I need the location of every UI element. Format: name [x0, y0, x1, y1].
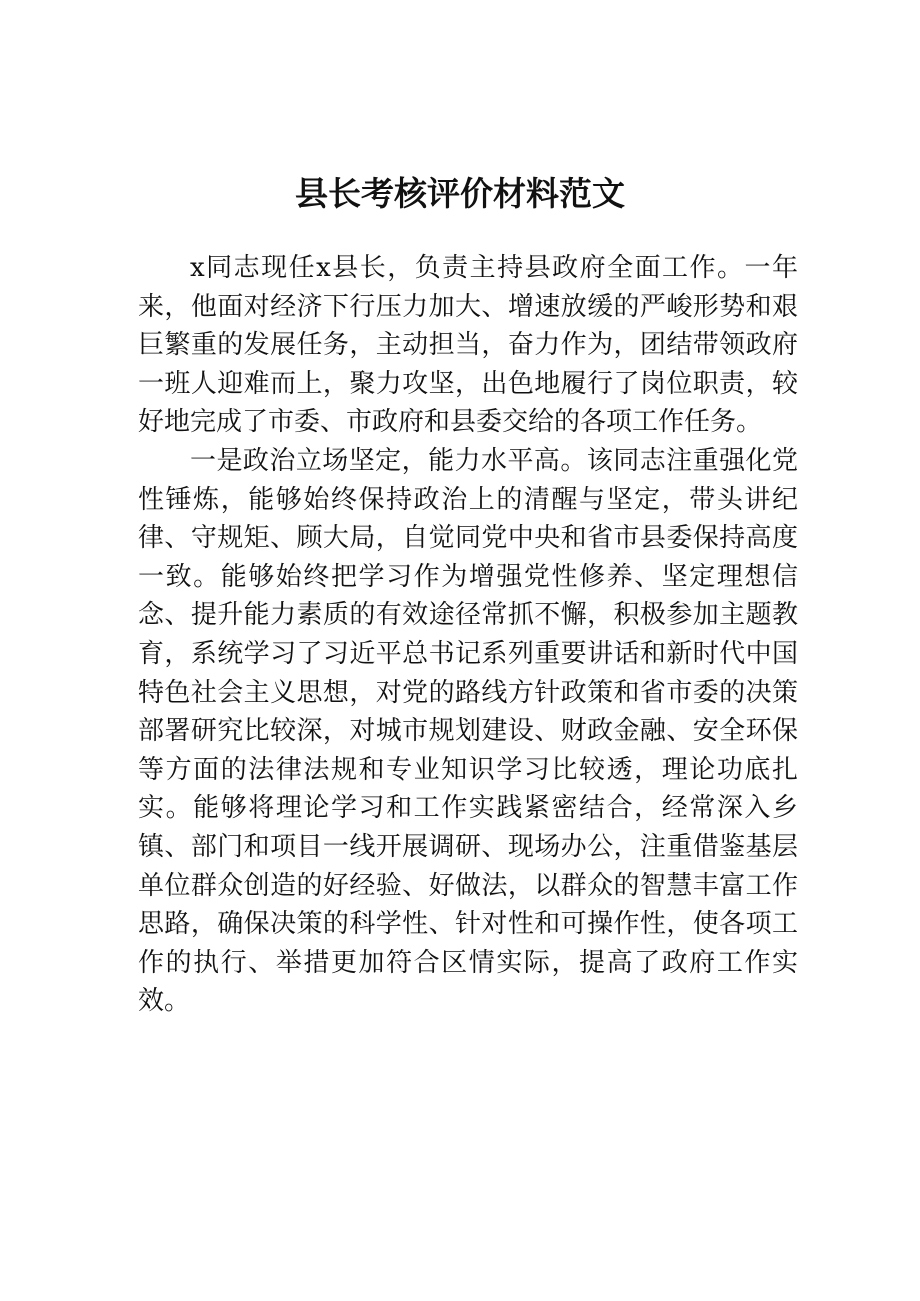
document-title: 县长考核评价材料范文	[295, 174, 625, 213]
paragraph-political-stance: 一是政治立场坚定，能力水平高。该同志注重强化党性锤炼，能够始终保持政治上的清醒与坚定，带头讲纪律、守规矩、顾大局，自觉同党中央和省市县委保持高度一致。能够始终把学习作为增强党性修养、坚定理想信念、提升能力素质的有效途径常抓不懈，积极参加主题教育，系统学习了习近平总书记系列重要讲话和新时代中国特色社会主义思想，对党的路线方针政策和省市委的决策部署研究比较深，对城市规划建设、财政金融、安全环保等方面的法律法规和专业知识学习比较透，理论功底扎实。能够将理论学习和工作实践紧密结合，经常深入乡镇、部门和项目一线开展调研、现场办公，注重借鉴基层单位群众创造的好经验、好做法，以群众的智慧丰富工作思路，确保决策的科学性、针对性和可操作性，使各项工作的执行、举措更加符合区情实际，提高了政府工作实效。	[138, 445, 798, 1017]
paragraph-intro: x同志现任x县长，负责主持县政府全面工作。一年来，他面对经济下行压力加大、增速放缓的严峻形势和艰巨繁重的发展任务，主动担当，奋力作为，团结带领政府一班人迎难而上，聚力攻坚，出色地履行了岗位职责，较好地完成了市委、市政府和县委交给的各项工作任务。	[138, 253, 798, 438]
document-body	[138, 249, 798, 1021]
